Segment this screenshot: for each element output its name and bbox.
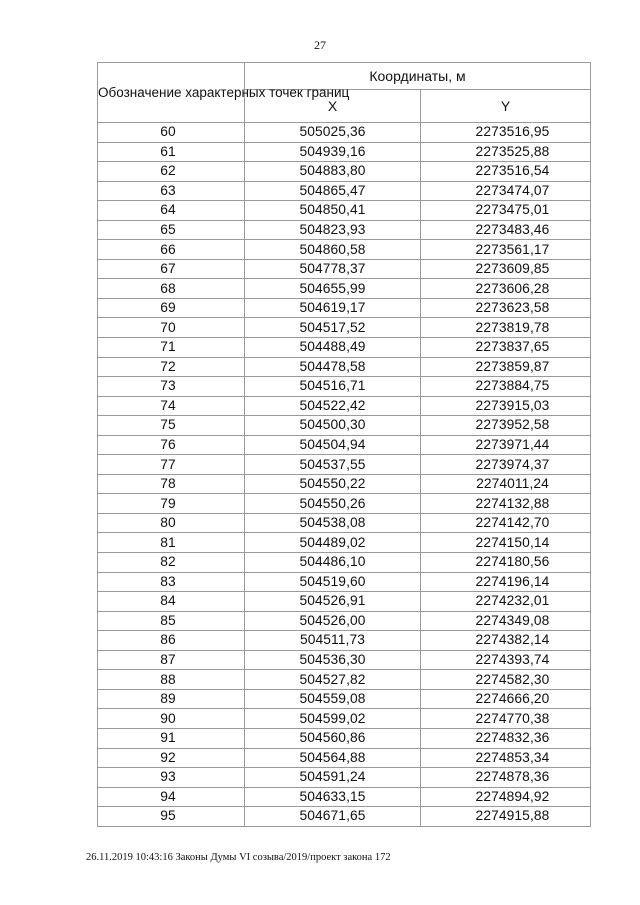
x-coordinate-cell: 504778,37: [245, 259, 421, 279]
table-row: [98, 474, 591, 494]
table-row: [98, 592, 591, 612]
point-number-cell: 90: [98, 709, 245, 729]
table-row: [98, 572, 591, 592]
table-body: [98, 123, 591, 827]
x-coordinate-cell: 504522,42: [245, 396, 421, 416]
table-row: [98, 298, 591, 318]
footer-document-stamp: 26.11.2019 10:43:16 Законы Думы VI созыва/2019/проект закона 172: [86, 852, 391, 863]
header-y: Y: [421, 90, 591, 123]
point-number-cell: 83: [98, 572, 245, 592]
y-coordinate-cell: 2274894,92: [421, 787, 591, 807]
table-row: [98, 670, 591, 690]
x-coordinate-cell: 504560,86: [245, 728, 421, 748]
x-coordinate-cell: 504860,58: [245, 240, 421, 260]
y-coordinate-cell: 2274382,14: [421, 631, 591, 651]
y-coordinate-cell: 2273837,65: [421, 338, 591, 358]
y-coordinate-cell: 2274666,20: [421, 689, 591, 709]
point-number-cell: 61: [98, 142, 245, 162]
header-point-designation: Обозначение характерных точек границ: [98, 63, 245, 123]
point-number-cell: 94: [98, 787, 245, 807]
y-coordinate-cell: 2273516,95: [421, 123, 591, 143]
y-coordinate-cell: 2274196,14: [421, 572, 591, 592]
y-coordinate-cell: 2274915,88: [421, 807, 591, 827]
x-coordinate-cell: 504671,65: [245, 807, 421, 827]
y-coordinate-cell: 2273971,44: [421, 435, 591, 455]
table-row: [98, 631, 591, 651]
point-number-cell: 92: [98, 748, 245, 768]
x-coordinate-cell: 504655,99: [245, 279, 421, 299]
y-coordinate-cell: 2274180,56: [421, 553, 591, 573]
point-number-cell: 71: [98, 338, 245, 358]
y-coordinate-cell: 2274349,08: [421, 611, 591, 631]
point-number-cell: 89: [98, 689, 245, 709]
coordinates-table: [97, 62, 591, 827]
point-number-cell: 64: [98, 201, 245, 221]
y-coordinate-cell: 2273884,75: [421, 377, 591, 397]
x-coordinate-cell: 504591,24: [245, 768, 421, 788]
table-row: [98, 377, 591, 397]
y-coordinate-cell: 2273606,28: [421, 279, 591, 299]
x-coordinate-cell: 504500,30: [245, 416, 421, 436]
table-row: [98, 240, 591, 260]
table-row: [98, 689, 591, 709]
y-coordinate-cell: 2274011,24: [421, 474, 591, 494]
x-coordinate-cell: 504517,52: [245, 318, 421, 338]
y-coordinate-cell: 2274150,14: [421, 533, 591, 553]
table-row: [98, 768, 591, 788]
point-number-cell: 77: [98, 455, 245, 475]
point-number-cell: 75: [98, 416, 245, 436]
x-coordinate-cell: 504489,02: [245, 533, 421, 553]
x-coordinate-cell: 504564,88: [245, 748, 421, 768]
point-number-cell: 91: [98, 728, 245, 748]
table-row: [98, 807, 591, 827]
x-coordinate-cell: 504519,60: [245, 572, 421, 592]
table-row: [98, 787, 591, 807]
point-number-cell: 79: [98, 494, 245, 514]
table-row: [98, 201, 591, 221]
point-number-cell: 76: [98, 435, 245, 455]
table-row: [98, 748, 591, 768]
y-coordinate-cell: 2274853,34: [421, 748, 591, 768]
point-number-cell: 85: [98, 611, 245, 631]
y-coordinate-cell: 2273483,46: [421, 220, 591, 240]
point-number-cell: 69: [98, 298, 245, 318]
page-number: 27: [314, 38, 326, 52]
table-row: [98, 162, 591, 182]
x-coordinate-cell: 504526,00: [245, 611, 421, 631]
table-row: [98, 611, 591, 631]
point-number-cell: 66: [98, 240, 245, 260]
point-number-cell: 63: [98, 181, 245, 201]
table-row: [98, 416, 591, 436]
point-number-cell: 67: [98, 259, 245, 279]
x-coordinate-cell: 504633,15: [245, 787, 421, 807]
x-coordinate-cell: 504850,41: [245, 201, 421, 221]
point-number-cell: 95: [98, 807, 245, 827]
x-coordinate-cell: 504538,08: [245, 513, 421, 533]
x-coordinate-cell: 504516,71: [245, 377, 421, 397]
table-row: [98, 259, 591, 279]
point-number-cell: 87: [98, 650, 245, 670]
table-row: [98, 220, 591, 240]
x-coordinate-cell: 504823,93: [245, 220, 421, 240]
point-number-cell: 88: [98, 670, 245, 690]
point-number-cell: 84: [98, 592, 245, 612]
point-number-cell: 73: [98, 377, 245, 397]
table-row: [98, 396, 591, 416]
point-number-cell: 82: [98, 553, 245, 573]
x-coordinate-cell: 504619,17: [245, 298, 421, 318]
x-coordinate-cell: 504504,94: [245, 435, 421, 455]
x-coordinate-cell: 504559,08: [245, 689, 421, 709]
table-row: [98, 728, 591, 748]
y-coordinate-cell: 2273974,37: [421, 455, 591, 475]
x-coordinate-cell: 505025,36: [245, 123, 421, 143]
y-coordinate-cell: 2274878,36: [421, 768, 591, 788]
table-row: [98, 181, 591, 201]
y-coordinate-cell: 2273516,54: [421, 162, 591, 182]
header-x: X: [245, 90, 421, 123]
table-row: [98, 533, 591, 553]
y-coordinate-cell: 2273475,01: [421, 201, 591, 221]
y-coordinate-cell: 2274232,01: [421, 592, 591, 612]
x-coordinate-cell: 504511,73: [245, 631, 421, 651]
point-number-cell: 70: [98, 318, 245, 338]
y-coordinate-cell: 2274142,70: [421, 513, 591, 533]
y-coordinate-cell: 2274393,74: [421, 650, 591, 670]
point-number-cell: 78: [98, 474, 245, 494]
x-coordinate-cell: 504550,26: [245, 494, 421, 514]
y-coordinate-cell: 2273623,58: [421, 298, 591, 318]
point-number-cell: 86: [98, 631, 245, 651]
x-coordinate-cell: 504939,16: [245, 142, 421, 162]
y-coordinate-cell: 2274582,30: [421, 670, 591, 690]
y-coordinate-cell: 2273609,85: [421, 259, 591, 279]
y-coordinate-cell: 2273561,17: [421, 240, 591, 260]
y-coordinate-cell: 2273915,03: [421, 396, 591, 416]
point-number-cell: 65: [98, 220, 245, 240]
point-number-cell: 72: [98, 357, 245, 377]
y-coordinate-cell: 2274132,88: [421, 494, 591, 514]
point-number-cell: 81: [98, 533, 245, 553]
y-coordinate-cell: 2273474,07: [421, 181, 591, 201]
table-row: [98, 494, 591, 514]
x-coordinate-cell: 504537,55: [245, 455, 421, 475]
point-number-cell: 74: [98, 396, 245, 416]
point-number-cell: 80: [98, 513, 245, 533]
table-row: [98, 279, 591, 299]
point-number-cell: 62: [98, 162, 245, 182]
y-coordinate-cell: 2274832,36: [421, 728, 591, 748]
y-coordinate-cell: 2273525,88: [421, 142, 591, 162]
point-number-cell: 68: [98, 279, 245, 299]
y-coordinate-cell: 2273952,58: [421, 416, 591, 436]
table-row: [98, 709, 591, 729]
x-coordinate-cell: 504536,30: [245, 650, 421, 670]
x-coordinate-cell: 504527,82: [245, 670, 421, 690]
point-number-cell: 60: [98, 123, 245, 143]
table-row: [98, 123, 591, 143]
table-row: [98, 513, 591, 533]
table-row: [98, 435, 591, 455]
table-row: [98, 455, 591, 475]
table-row: [98, 357, 591, 377]
table-row: [98, 318, 591, 338]
x-coordinate-cell: 504486,10: [245, 553, 421, 573]
x-coordinate-cell: 504599,02: [245, 709, 421, 729]
table-row: [98, 553, 591, 573]
table-row: [98, 142, 591, 162]
x-coordinate-cell: 504488,49: [245, 338, 421, 358]
x-coordinate-cell: 504865,47: [245, 181, 421, 201]
table-row: [98, 650, 591, 670]
table-row: [98, 338, 591, 358]
y-coordinate-cell: 2273859,87: [421, 357, 591, 377]
header-coordinates: Координаты, м: [245, 63, 591, 90]
x-coordinate-cell: 504526,91: [245, 592, 421, 612]
x-coordinate-cell: 504883,80: [245, 162, 421, 182]
y-coordinate-cell: 2273819,78: [421, 318, 591, 338]
point-number-cell: 93: [98, 768, 245, 788]
x-coordinate-cell: 504478,58: [245, 357, 421, 377]
x-coordinate-cell: 504550,22: [245, 474, 421, 494]
y-coordinate-cell: 2274770,38: [421, 709, 591, 729]
